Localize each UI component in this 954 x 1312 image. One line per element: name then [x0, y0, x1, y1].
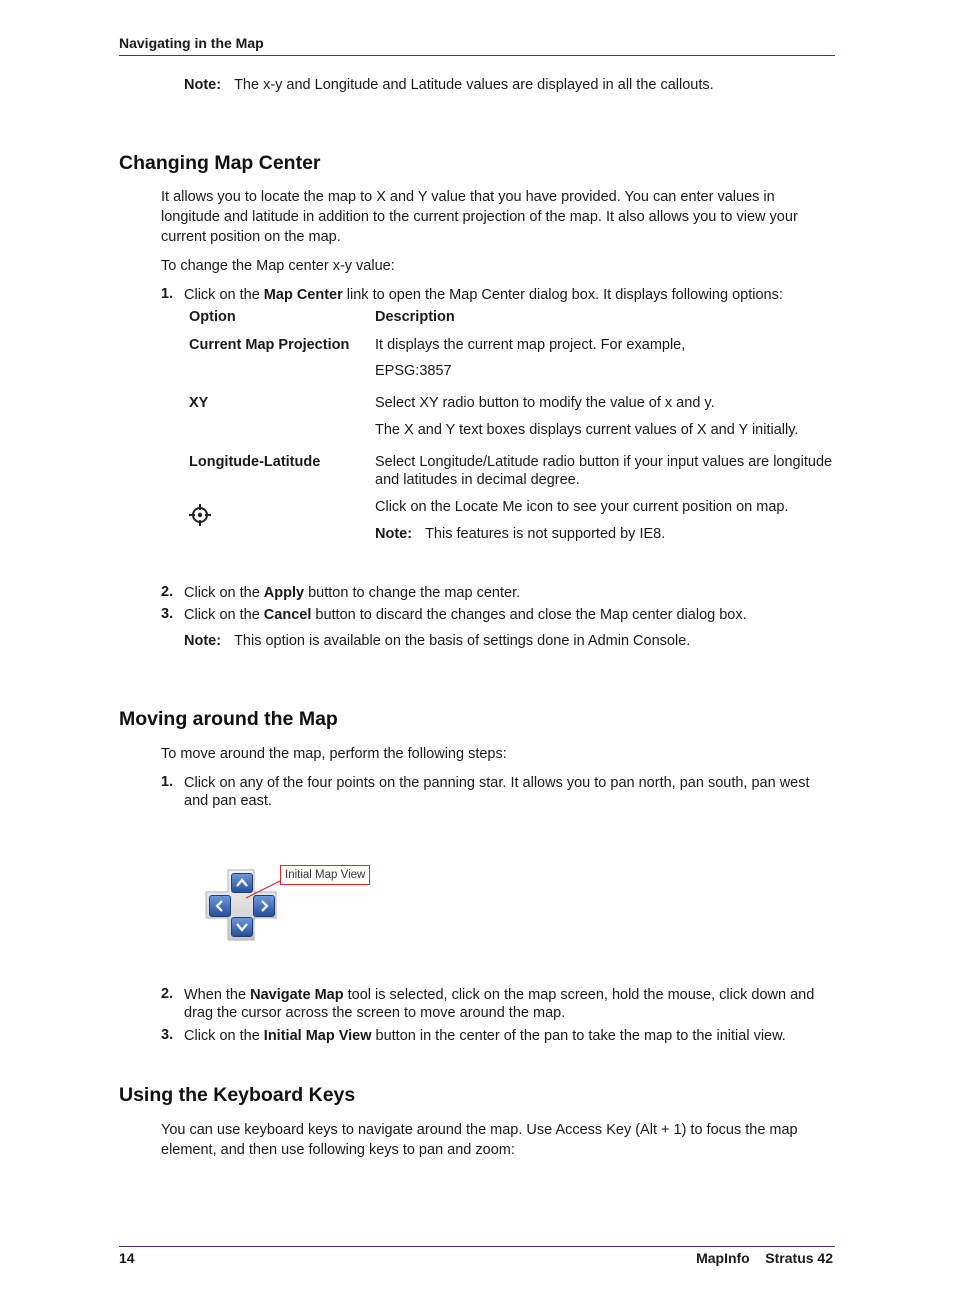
running-header: Navigating in the Map	[119, 35, 264, 51]
table-header-option: Option	[189, 309, 236, 325]
step-1-text: Click on any of the four points on the panning star. It allows you to pan north, pan south, pan west and pan east.	[184, 775, 810, 809]
step-text-pre: Click on the	[184, 287, 264, 303]
note-text: This option is available on the basis of settings done in Admin Console.	[234, 633, 691, 649]
step-3-text	[184, 1027, 836, 1045]
header-rule	[119, 55, 835, 56]
pan-south-button[interactable]	[231, 917, 253, 937]
section3-intro: You can use keyboard keys to navigate around the map. Use Access Key (Alt + 1) to focus the map element, and then use following keys to pan and zoom:	[161, 1122, 798, 1158]
cancel-term: Cancel	[263, 607, 312, 623]
step-number: 3.	[161, 1027, 174, 1043]
table-row-desc: Click on the Locate Me icon to see your current position on map.	[375, 499, 789, 515]
step-2-text	[184, 986, 836, 1022]
step-text-pre: Click on the	[184, 1028, 264, 1044]
initial-map-view-term: Initial Map View	[263, 1028, 372, 1044]
step-text-post: button to change the map center.	[304, 585, 521, 601]
step-2-text	[184, 584, 836, 602]
initial-map-view-button[interactable]	[234, 898, 248, 912]
step-number: 2.	[161, 584, 174, 600]
step-number: 1.	[161, 286, 174, 302]
map-center-link-term: Map Center	[263, 287, 343, 303]
note-label: Note:	[375, 526, 413, 542]
initial-map-view-callout: Initial Map View	[280, 865, 370, 885]
footer-product: MapInfo Stratus 42	[696, 1250, 833, 1266]
section1-lead: To change the Map center x-y value:	[161, 258, 395, 274]
table-row-desc: It displays the current map project. For example,	[375, 337, 686, 353]
table-row-option: XY	[189, 395, 209, 411]
locate-me-icon	[189, 503, 213, 527]
apply-term: Apply	[263, 585, 305, 601]
navigate-map-term: Navigate Map	[250, 987, 344, 1003]
step-text-pre: Click on the	[184, 607, 264, 623]
table-row-desc: EPSG:3857	[375, 363, 452, 379]
pan-west-button[interactable]	[209, 895, 231, 917]
top-note	[184, 77, 714, 93]
page-number: 14	[119, 1250, 135, 1266]
table-row-desc: The X and Y text boxes displays current values of X and Y initially.	[375, 422, 799, 438]
step-text-post: link to open the Map Center dialog box. It displays following options:	[342, 287, 783, 303]
step-number: 1.	[161, 774, 174, 790]
table-row-desc: Select Longitude/Latitude radio button if your input values are longitude and latitudes in decimal degree.	[375, 454, 833, 488]
note-label: Note:	[184, 633, 222, 649]
section-heading-map-center: Changing Map Center	[119, 152, 321, 174]
note-text: The x-y and Longitude and Latitude values are displayed in all the callouts.	[234, 77, 714, 93]
table-row-desc: Select XY radio button to modify the value of x and y.	[375, 395, 715, 411]
step-3-text	[184, 606, 836, 624]
table-header-description: Description	[375, 309, 455, 325]
step-text-pre: When the	[184, 987, 251, 1003]
table-row-note	[375, 525, 835, 543]
note-label: Note:	[184, 77, 222, 93]
section2-lead: To move around the map, perform the following steps:	[161, 746, 507, 762]
section1-intro: It allows you to locate the map to X and Y value that you have provided. You can enter values in longitude and latitude in addition to the current projection of the map. It also allows you to view your current position on the map.	[161, 189, 798, 245]
section-heading-moving: Moving around the Map	[119, 708, 338, 730]
section-heading-keyboard: Using the Keyboard Keys	[119, 1084, 356, 1106]
table-row-option: Current Map Projection	[189, 337, 350, 353]
step-text-post: tool is selected, click on the map screen, hold the mouse, click down and drag the cursor across the screen to move around the map.	[184, 987, 815, 1021]
table-row-option: Longitude-Latitude	[189, 454, 321, 470]
pan-east-button[interactable]	[253, 895, 275, 917]
note-text: This features is not supported by IE8.	[425, 526, 666, 542]
step-text-pre: Click on the	[184, 585, 264, 601]
section1-note	[184, 633, 690, 649]
footer-rule	[119, 1246, 835, 1247]
step-1-text	[184, 286, 836, 304]
step-text-post: button to discard the changes and close the Map center dialog box.	[311, 607, 747, 623]
pan-north-button[interactable]	[231, 873, 253, 893]
step-number: 3.	[161, 606, 174, 622]
step-text-post: button in the center of the pan to take the map to the initial view.	[371, 1028, 786, 1044]
step-number: 2.	[161, 986, 174, 1002]
